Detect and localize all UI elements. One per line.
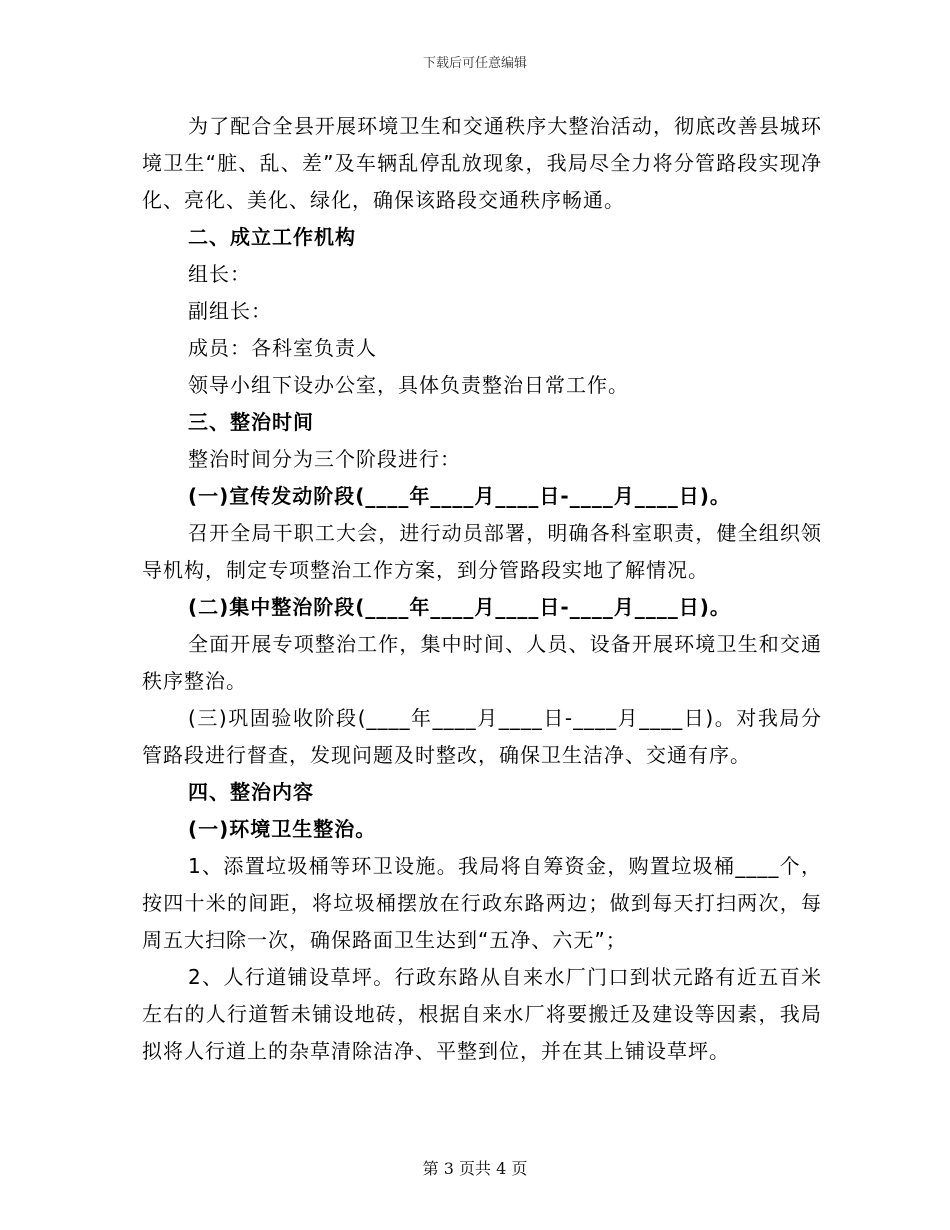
phase-one-heading: (一)宣传发动阶段(____年____月____日-____月____日)。 <box>188 484 731 508</box>
intro-paragraph: 为了配合全县开展环境卫生和交通秩序大整治活动，彻底改善县城环境卫生“脏、乱、差”及车辆乱停乱放现象，我局尽全力将分管路段实现净化、亮化、美化、绿化，确保该路段交通秩序畅通。 <box>142 114 822 212</box>
section-heading-organization: 二、成立工作机构 <box>188 225 356 249</box>
item-one-text: 1、添置垃圾桶等环卫设施。我局将自筹资金，购置垃圾桶____个，按四十米的间距，将垃圾桶摆放在行政东路两边；做到每天打扫两次，每周五大扫除一次，确保路面卫生达到“五净、六无”； <box>142 854 822 952</box>
deputy-leader-line: 副组长： <box>188 299 272 323</box>
item-two-text: 2、人行道铺设草坪。行政东路从自来水厂门口到状元路有近五百米左右的人行道暂未铺设地砖，根据自来水厂将要搬迁及建设等因素，我局拟将人行道上的杂草清除洁净、平整到位，并在其上铺设草坪。 <box>142 965 822 1063</box>
phase-two-heading: (二)集中整治阶段(____年____月____日-____月____日)。 <box>188 595 731 619</box>
members-line: 成员：各科室负责人 <box>188 336 377 360</box>
page-footer: 第 3 页共 4 页 <box>422 1159 528 1178</box>
schedule-intro: 整治时间分为三个阶段进行： <box>188 447 461 471</box>
phase-one-text: 召开全局干职工大会，进行动员部署，明确各科室职责，健全组织领导机构，制定专项整治工作方案，到分管路段实地了解情况。 <box>142 521 822 582</box>
document-body <box>142 108 822 1070</box>
phase-three-text: (三)巩固验收阶段(____年____月____日-____月____日)。对我局分管路段进行督查，发现问题及时整改，确保卫生洁净、交通有序。 <box>142 706 822 767</box>
page-header: 下载后可任意编辑 <box>422 56 527 71</box>
office-line: 领导小组下设办公室，具体负责整治日常工作。 <box>188 373 629 397</box>
section-heading-content: 四、整治内容 <box>188 780 314 804</box>
section-heading-schedule: 三、整治时间 <box>188 410 314 434</box>
subsection-heading-sanitation: (一)环境卫生整治。 <box>188 817 377 841</box>
team-leader-line: 组长： <box>188 262 251 286</box>
phase-two-text: 全面开展专项整治工作，集中时间、人员、设备开展环境卫生和交通秩序整治。 <box>142 632 822 693</box>
